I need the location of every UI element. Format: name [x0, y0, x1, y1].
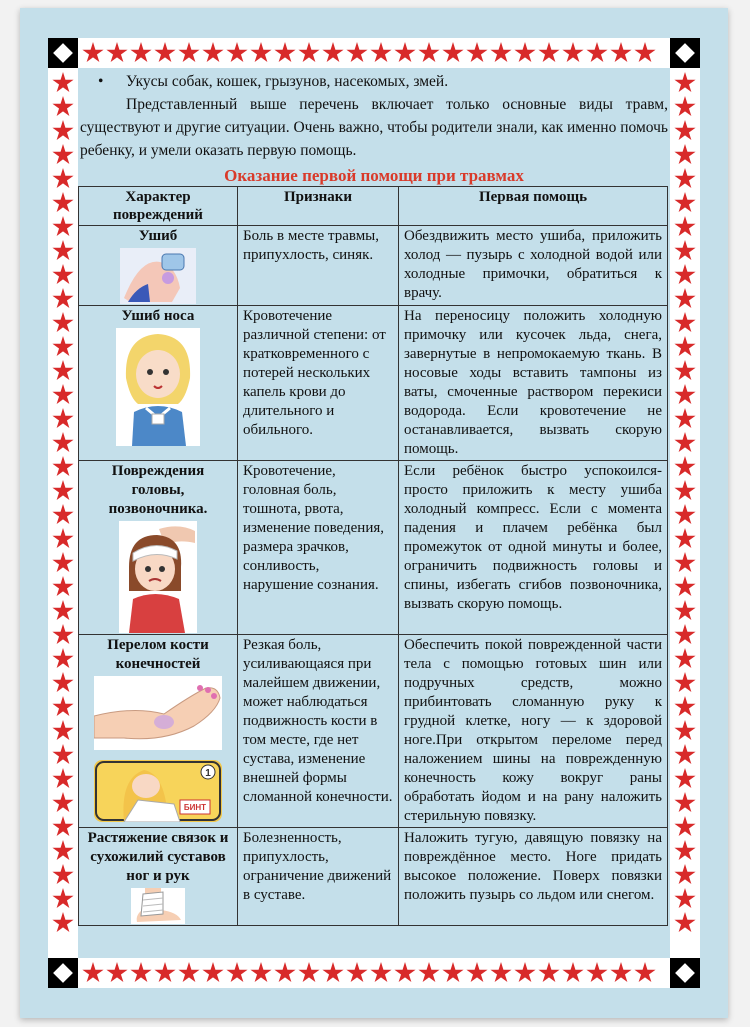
girl-nosebleed-illustration-icon	[116, 328, 200, 446]
table-row	[79, 226, 668, 306]
injury-cell	[79, 828, 238, 926]
bullet-item	[80, 70, 668, 93]
injury-name: Растяжение связок и сухожилий суставов ног и рук	[87, 830, 229, 884]
bullet-marker: •	[98, 73, 104, 90]
page	[20, 8, 728, 1018]
header-first-aid: Первая помощь	[399, 187, 668, 226]
bandage-label: БИНТ	[183, 803, 207, 812]
first-aid-cell: Обездвижить место ушиба, приложить холод — пузырь с холодной водой или холодные примочки, обратиться к врачу.	[399, 226, 668, 306]
injury-name: Ушиб	[138, 228, 178, 244]
ornament-corner	[48, 958, 78, 988]
ornament-corner	[670, 958, 700, 988]
injury-cell	[79, 226, 238, 306]
child-head-bandage-illustration-icon	[119, 521, 197, 633]
first-aid-cell: Наложить тугую, давящую повязку на повреждённое место. Ноге придать высокое положение. Поверх повязки положить пузырь со льдом или снегом.	[399, 828, 668, 926]
arm-sling-illustration-icon	[94, 760, 222, 822]
injury-name: Повреждения головы, позвоночника.	[108, 463, 208, 517]
first-aid-cell: Если ребёнок быстро успокоился- просто приложить к месту ушиба холодный компресс. Если с момента падения и плачем ребёнка был промежуток от одной минуты и более, ограничить подвижность головы и спины, избегать сгибов позвоночника, вызвать скорую помощь.	[399, 461, 668, 635]
signs-cell: Боль в месте травмы, припухлость, синяк.	[238, 226, 399, 306]
section-heading: Оказание первой помощи при травмах	[224, 166, 524, 185]
header-signs: Признаки	[238, 187, 399, 226]
table-header-row	[79, 187, 668, 226]
bullet-text: Укусы собак, кошек, грызунов, насекомых, змей.	[126, 73, 449, 90]
ankle-bandage-illustration-icon	[131, 888, 185, 924]
ornament-corner	[48, 38, 78, 68]
first-aid-cell: Обеспечить покой поврежденной части тела с помощью готовых шин или подручных средств, можно прибинтовать сломанную руку к грудной клетке, ногу — к здоровой ноге.При открытом переломе перед наложением шины на поврежденную конечность кожу вокруг раны обработать йодом и на рану наложить стерильную повязку.	[399, 635, 668, 828]
injury-cell	[79, 461, 238, 635]
bruise-illustration-icon	[120, 248, 196, 304]
step-number: 1	[205, 768, 211, 779]
signs-cell: Резкая боль, усиливающаяся при малейшем движении, может наблюдаться подвижность кости в том месте, где нет сустава, изменение внешней формы сломанной конечности.	[238, 635, 399, 828]
injury-name: Ушиб носа	[121, 308, 195, 324]
header-injury-type: Характер повреждений	[79, 187, 238, 226]
intro-text	[80, 70, 668, 162]
injury-cell	[79, 635, 238, 828]
signs-cell: Кровотечение, головная боль, тошнота, рвота, изменение поведения, размера зрачков, сонливость, нарушение сознания.	[238, 461, 399, 635]
table-row	[79, 635, 668, 828]
ornament-corner	[670, 38, 700, 68]
content	[80, 70, 668, 956]
table-row	[79, 306, 668, 461]
first-aid-cell: На переносицу положить холодную примочку или кусочек льда, снега, завернутые в непромокаемую ткань. В носовые ходы вставить тампоны из ваты, смоченные раствором перекиси водорода. Если кровотечение не останавливается, вызвать скорую помощь.	[399, 306, 668, 461]
broken-leg-illustration-icon	[94, 676, 222, 750]
table-row	[79, 461, 668, 635]
injury-name: Перелом кости конечностей	[107, 637, 209, 672]
intro-paragraph: Представленный выше перечень включает только основные виды травм, существуют и другие ситуации. Очень важно, чтобы родители знали, как именно помочь ребенку, и умели оказать первую помощь.	[80, 96, 668, 159]
signs-cell: Кровотечение различной степени: от кратковременного с потерей нескольких капель крови до длительного и обильного.	[238, 306, 399, 461]
signs-cell: Болезненность, припухлость, ограничение движений в суставе.	[238, 828, 399, 926]
first-aid-table	[78, 186, 668, 926]
table-row	[79, 828, 668, 926]
injury-cell	[79, 306, 238, 461]
